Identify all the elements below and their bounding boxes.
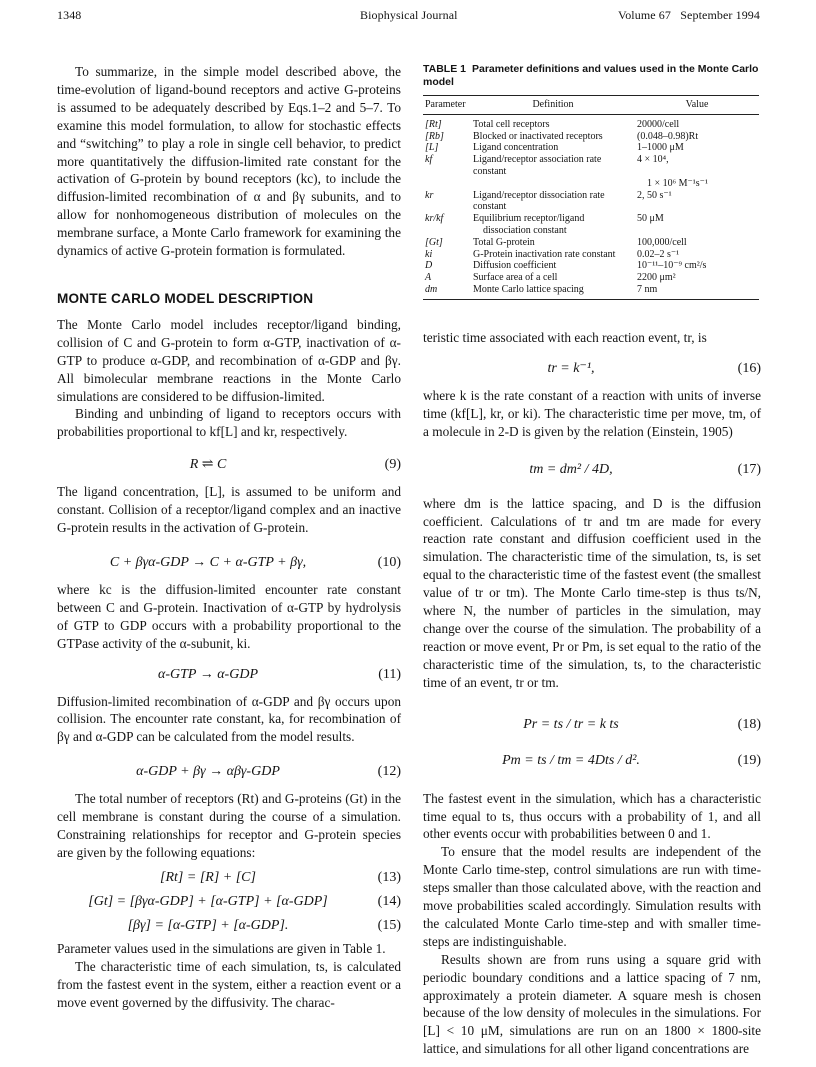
- body-paragraph: where k is the rate constant of a reaction with units of inverse time (kf[L], kr, or ki). The characteristic time per move, tm, of a molecule in 2-D is given by the relation (Einstein, 1905): [423, 387, 761, 439]
- equation-body: tr = k⁻¹,: [547, 360, 595, 376]
- table-cell: ki: [425, 248, 433, 260]
- table-row: [423, 190, 759, 214]
- body-paragraph: where dm is the lattice spacing, and D is the diffusion coefficient. Calculations of tr and tm are made for every reaction rate constant and diffusion coefficient used in the simulation. The characteristic time of the simulation, ts, is set equal to the characteristic time of the fastest event (the smallest value of tr or tm). The Monte Carlo time-step is thus ts/N, where N, the number of particles in the simulation, may change over the course of the simulation. The probability of a reaction or move event, Pr or Pm, is set equal to the ratio of the characteristic time of the simulation, ts, to the characteristic time of an event, tr or tm.: [423, 495, 761, 690]
- column-header: Definition: [471, 96, 635, 115]
- equation-16: [423, 357, 761, 381]
- table-cell: (0.048–0.98)Rt: [637, 130, 699, 142]
- equation-body: R ⇌ C: [189, 457, 227, 473]
- equation-number: (12): [377, 764, 401, 780]
- table-cell: 1 × 10⁶ M⁻¹s⁻¹: [647, 177, 708, 189]
- body-paragraph: teristic time associated with each reaction event, tr, is: [423, 330, 707, 345]
- table-cell: 4 × 10⁴,: [637, 154, 669, 166]
- body-paragraph: The total number of receptors (Rt) and G-proteins (Gt) in the cell membrane is constant during the course of a simulation. Constraining relationships for receptor and G-protein species are given by the following equations:: [57, 791, 401, 860]
- body-paragraph: Parameter values used in the simulations are given in Table 1.: [57, 940, 386, 956]
- equation-number: (13): [377, 869, 401, 885]
- journal-name: Biophysical Journal: [360, 8, 458, 22]
- table-cell: kr/kf: [425, 213, 444, 225]
- column-header: Parameter: [423, 96, 471, 115]
- body-paragraph: where kc is the diffusion-limited encounter rate constant between C and G-protein. Inactivation of α-GTP by hydrolysis of GTP to GDP occurs with a probability proportional to the GTPase activity of the α-subunit, ki.: [57, 581, 401, 651]
- equation-12: [57, 760, 401, 784]
- table-cell: 7 nm: [635, 284, 759, 299]
- body-paragraph: The Monte Carlo model includes receptor/ligand binding, collision of C and G-protein to form α-GTP, inactivation of α-GTP to produce α-GDP, and recombination of α-GDP and βγ. All bimolecular membrane reactions in the Monte Carlo simulations are considered to be diffusion-limited.: [57, 316, 401, 404]
- table-cell: kf: [425, 154, 433, 166]
- equation-body: C + βγα-GDP → C + α-GTP + βγ,: [109, 554, 307, 570]
- left-column: [57, 63, 401, 1012]
- table-cell: 2, 50 s⁻¹: [637, 189, 672, 201]
- table-cell: [Gt]: [425, 236, 443, 248]
- table-cell: [Rt]: [425, 118, 442, 130]
- equation-17: [423, 455, 761, 485]
- equation-body: [Gt] = [βγα-GDP] + [α-GTP] + [α-GDP]: [88, 893, 328, 909]
- equation-9: [57, 453, 401, 477]
- table-row: [423, 225, 759, 237]
- table-header-row: [423, 96, 759, 115]
- body-paragraph: To ensure that the model results are independent of the Monte Carlo time-step, control simulations are run with time-steps smaller than those calculated above, with the reaction and move probabilities scaled accordingly. Simulation results with the calculated Monte Carlo time-step and with smaller time-steps are indistinguishable.: [423, 844, 761, 949]
- body-paragraph: The ligand concentration, [L], is assumed to be uniform and constant. Collision of a receptor/ligand complex and an inactive G-protein results in the activation of G-protein.: [57, 484, 401, 536]
- table-cell: 20000/cell: [637, 118, 680, 130]
- table-cell: D: [425, 260, 433, 272]
- table-cell: Blocked or inactivated receptors: [473, 130, 603, 142]
- table-cell: [471, 178, 635, 190]
- equation-body: α-GDP + βγ → αβγ-GDP: [136, 764, 280, 780]
- table-row: [423, 260, 759, 272]
- equation-14: [57, 890, 401, 914]
- table-cell: Surface area of a cell: [473, 272, 558, 284]
- body-paragraph: Results shown are from runs using a square grid with periodic boundary conditions and a lattice spacing of 7 nm, approximately a protein diameter. A square mesh is chosen because of the low density of molecules in the simulations. For [L] < 10 μM, simulations are run on an 1800 × 1800-site lattice, and simulations for all other ligand concentrations are: [423, 951, 761, 1057]
- page-number: 1348: [57, 8, 82, 22]
- table-cell: A: [425, 272, 432, 284]
- table-cell: [Rb]: [425, 130, 444, 142]
- table-cell: Ligand concentration: [473, 142, 559, 154]
- table-cell: dm: [423, 284, 471, 299]
- table-row: [423, 249, 759, 261]
- table-cell: [L]: [425, 142, 439, 154]
- volume-info: Volume 67 September 1994: [617, 8, 760, 22]
- table-cell: Monte Carlo lattice spacing: [471, 284, 635, 299]
- equation-body: α-GTP → α-GDP: [158, 666, 258, 682]
- table-cell: Ligand/receptor dissociation rate constant: [473, 189, 605, 213]
- equation-body: [βγ] = [α-GTP] + [α-GDP].: [127, 917, 289, 933]
- equation-11: [57, 663, 401, 687]
- table-row: [423, 237, 759, 249]
- equation-number: (15): [377, 917, 401, 933]
- equation-number: (18): [737, 716, 761, 732]
- equation-number: (17): [737, 461, 761, 477]
- equation-body: Pm = ts / tm = 4Dts / d².: [502, 752, 640, 768]
- table-cell: Total G-protein: [473, 236, 535, 248]
- table-cell: [635, 225, 759, 237]
- equation-body: tm = dm² / 4D,: [529, 461, 613, 477]
- table-cell: Total cell receptors: [473, 118, 550, 130]
- table-title: Parameter definitions and values used in the Monte Carlo model: [423, 63, 759, 88]
- table-cell: [423, 178, 471, 190]
- table-row: [423, 114, 759, 130]
- table-cell: 2200 μm²: [637, 272, 676, 284]
- body-paragraph: The characteristic time of each simulation, ts, is calculated from the fastest event in the system, either a reaction event or a move event governed by the diffusivity. The charac-: [57, 958, 401, 1010]
- body-paragraph: The fastest event in the simulation, which has a characteristic time equal to ts, thus occurs with a probability of 1, and all other events occur with probabilities between 0 and 1.: [423, 790, 761, 842]
- table-1: [423, 63, 759, 300]
- parameter-table: [423, 95, 759, 300]
- summary-paragraph: To summarize, in the simple model described above, the time-evolution of ligand-bound receptors and active G-proteins is assumed to be adequately described by Eqs.1–2 and 5–7. To examine this model formulation, to allow for stochastic effects and “switching” to play a role in single cell behavior, to predict more quantitatively the diffusion-limited rate constant for the activation of G-protein by bound receptors (kc), to include the diffusion-limited recombination of α and βγ subunits, and to allow for nonhomogeneous distribution of molecules on the membrane surface, a Monte Carlo framework for examining the dynamics of active G-protein formation is formulated.: [57, 64, 401, 259]
- equation-number: (10): [377, 554, 401, 570]
- table-cell: Diffusion coefficient: [473, 260, 557, 272]
- equation-15: [57, 914, 401, 938]
- equation-number: (19): [737, 752, 761, 768]
- equation-number: (9): [384, 457, 401, 473]
- section-heading: MONTE CARLO MODEL DESCRIPTION: [57, 290, 314, 306]
- table-cell: 0.02–2 s⁻¹: [637, 248, 680, 260]
- table-row: [423, 284, 759, 299]
- table-cell: 50 μM: [637, 213, 664, 225]
- table-cell: dissociation constant: [483, 224, 567, 236]
- table-cell: 1–1000 μM: [637, 142, 684, 154]
- table-cell: Equilibrium receptor/ligand: [473, 213, 585, 225]
- table-row: [423, 272, 759, 284]
- body-paragraph: Binding and unbinding of ligand to receptors occurs with probabilities proportional to kf[L] and kr, respectively.: [57, 406, 401, 440]
- equation-body: Pr = ts / tr = k ts: [523, 716, 619, 732]
- table-cell: [423, 225, 471, 237]
- equation-number: (14): [377, 893, 401, 909]
- table-caption: [423, 63, 759, 89]
- equation-number: (11): [378, 666, 401, 682]
- equation-19: [423, 746, 761, 776]
- equation-18: [423, 710, 761, 740]
- table-row: [423, 178, 759, 190]
- column-header: Value: [635, 96, 759, 115]
- table-row: [423, 213, 759, 225]
- equation-13: [57, 866, 401, 890]
- table-cell: G-Protein inactivation rate constant: [473, 248, 616, 260]
- equation-body: [Rt] = [R] + [C]: [160, 869, 256, 885]
- table-row: [423, 142, 759, 154]
- table-label: TABLE 1: [423, 63, 466, 75]
- table-cell: Ligand/receptor association rate constant: [473, 154, 602, 177]
- table-row: [423, 154, 759, 178]
- equation-10: [57, 551, 401, 575]
- equation-number: (16): [737, 360, 761, 376]
- table-cell: 100,000/cell: [637, 236, 687, 248]
- table-cell: 10⁻¹¹–10⁻⁹ cm²/s: [637, 260, 707, 272]
- table-cell: kr: [425, 189, 434, 201]
- body-paragraph: Diffusion-limited recombination of α-GDP and βγ occurs upon collision. The encounter rate constant, ka, for recombination of βγ and α-GDP can be calculated from the model results.: [57, 693, 401, 745]
- right-column: [423, 329, 761, 1058]
- table-row: [423, 131, 759, 143]
